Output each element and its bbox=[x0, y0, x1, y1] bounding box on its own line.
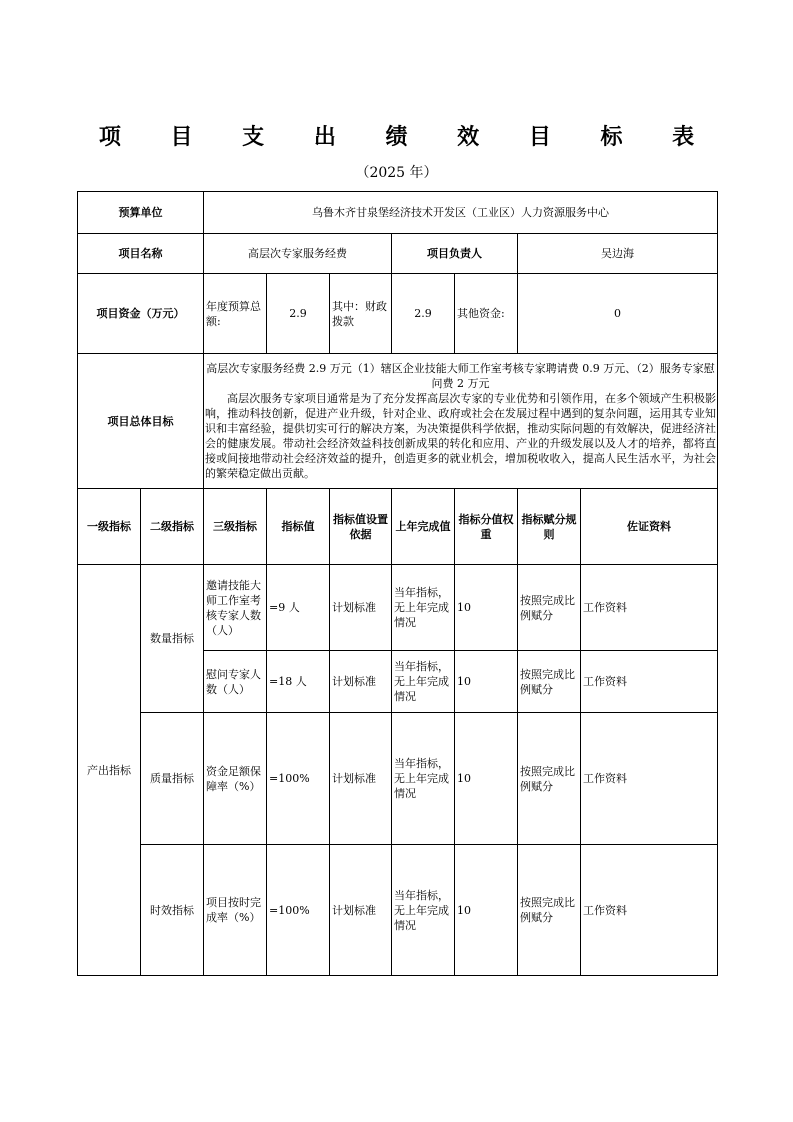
weight-cell: 10 bbox=[455, 845, 518, 976]
level2-cell: 数量指标 bbox=[141, 565, 204, 713]
budget-unit-row bbox=[78, 192, 718, 234]
header-level2: 二级指标 bbox=[141, 489, 204, 565]
prev-cell: 当年指标，无上年完成情况 bbox=[392, 713, 455, 845]
rule-cell: 按照完成比例赋分 bbox=[518, 651, 581, 713]
other-funds-label: 其他资金: bbox=[455, 274, 518, 354]
level3-cell: 慰问专家人数（人） bbox=[204, 651, 267, 713]
evidence-cell: 工作资料 bbox=[581, 845, 718, 976]
year-subtitle: （2025 年） bbox=[355, 165, 438, 181]
value-cell: =9 人 bbox=[267, 565, 330, 651]
level3-cell: 资金足额保障率（%） bbox=[204, 713, 267, 845]
performance-table bbox=[77, 191, 718, 976]
weight-cell: 10 bbox=[455, 713, 518, 845]
table-row bbox=[78, 845, 718, 976]
prev-cell: 当年指标，无上年完成情况 bbox=[392, 565, 455, 651]
goal-paragraph-2: 高层次服务专家项目通常是为了充分发挥高层次专家的专业优势和引领作用，在多个领域产生积极影响，推动科技创新，促进产业升级，针对企业、政府或社会在发展过程中遇到的复杂问题，运用其专业知识和丰富经验，提供切实可行的解决方案，为决策提供科学依据，推动实际问题的有效解决，促进经济社会的健康发展。带动社会经济效益科技创新成果的转化和应用、产业的升级发展以及人才的培养，都将直接或间接地带动社会经济效益的提升，创造更多的就业机会，增加税收收入，提高人民生活水平，为社会的繁荣稳定做出贡献。 bbox=[205, 392, 717, 480]
basis-cell: 计划标准 bbox=[330, 651, 392, 713]
prev-cell: 当年指标，无上年完成情况 bbox=[392, 845, 455, 976]
evidence-cell: 工作资料 bbox=[581, 651, 718, 713]
level2-cell: 质量指标 bbox=[141, 713, 204, 845]
basis-cell: 计划标准 bbox=[330, 565, 392, 651]
header-evidence: 佐证资料 bbox=[581, 489, 718, 565]
level3-cell: 项目按时完成率（%） bbox=[204, 845, 267, 976]
header-row bbox=[78, 489, 718, 565]
level3-cell: 邀请技能大师工作室考核专家人数（人） bbox=[204, 565, 267, 651]
evidence-cell: 工作资料 bbox=[581, 713, 718, 845]
value-cell: =18 人 bbox=[267, 651, 330, 713]
project-name-label: 项目名称 bbox=[78, 234, 204, 274]
basis-cell: 计划标准 bbox=[330, 713, 392, 845]
rule-cell: 按照完成比例赋分 bbox=[518, 845, 581, 976]
overall-goal-label: 项目总体目标 bbox=[78, 354, 204, 489]
header-value: 指标值 bbox=[267, 489, 330, 565]
header-rule: 指标赋分规则 bbox=[518, 489, 581, 565]
header-basis: 指标值设置依据 bbox=[330, 489, 392, 565]
budget-unit-value: 乌鲁木齐甘泉堡经济技术开发区（工业区）人力资源服务中心 bbox=[204, 192, 718, 234]
table-row bbox=[78, 565, 718, 651]
annual-budget-label: 年度预算总额: bbox=[204, 274, 267, 354]
goal-paragraph-1: 高层次专家服务经费 2.9 万元（1）辖区企业技能大师工作室考核专家聘请费 0.9 万元、（2）服务专家慰问费 2 万元 bbox=[206, 362, 715, 390]
weight-cell: 10 bbox=[455, 565, 518, 651]
project-funds-label: 项目资金（万元） bbox=[78, 274, 204, 354]
header-level1: 一级指标 bbox=[78, 489, 141, 565]
project-leader-value: 吴边海 bbox=[518, 234, 718, 274]
other-funds-value: 0 bbox=[518, 274, 718, 354]
project-name-row bbox=[78, 234, 718, 274]
page-title: 项 目 支 出 绩 效 目 标 表 bbox=[98, 124, 716, 150]
header-prev: 上年完成值 bbox=[392, 489, 455, 565]
prev-cell: 当年指标，无上年完成情况 bbox=[392, 651, 455, 713]
overall-goal-text bbox=[204, 354, 718, 489]
evidence-cell: 工作资料 bbox=[581, 565, 718, 651]
header-weight: 指标分值权重 bbox=[455, 489, 518, 565]
budget-unit-label: 预算单位 bbox=[78, 192, 204, 234]
weight-cell: 10 bbox=[455, 651, 518, 713]
annual-budget-value: 2.9 bbox=[267, 274, 330, 354]
header-level3: 三级指标 bbox=[204, 489, 267, 565]
rule-cell: 按照完成比例赋分 bbox=[518, 713, 581, 845]
table-row bbox=[78, 713, 718, 845]
fiscal-allocation-label: 其中：财政拨款 bbox=[330, 274, 392, 354]
basis-cell: 计划标准 bbox=[330, 845, 392, 976]
project-name-value: 高层次专家服务经费 bbox=[204, 234, 392, 274]
project-funds-row bbox=[78, 274, 718, 354]
level2-cell: 时效指标 bbox=[141, 845, 204, 976]
rule-cell: 按照完成比例赋分 bbox=[518, 565, 581, 651]
level1-output: 产出指标 bbox=[78, 565, 141, 976]
fiscal-allocation-value: 2.9 bbox=[392, 274, 455, 354]
project-leader-label: 项目负责人 bbox=[392, 234, 518, 274]
overall-goal-row bbox=[78, 354, 718, 489]
value-cell: =100% bbox=[267, 845, 330, 976]
value-cell: =100% bbox=[267, 713, 330, 845]
